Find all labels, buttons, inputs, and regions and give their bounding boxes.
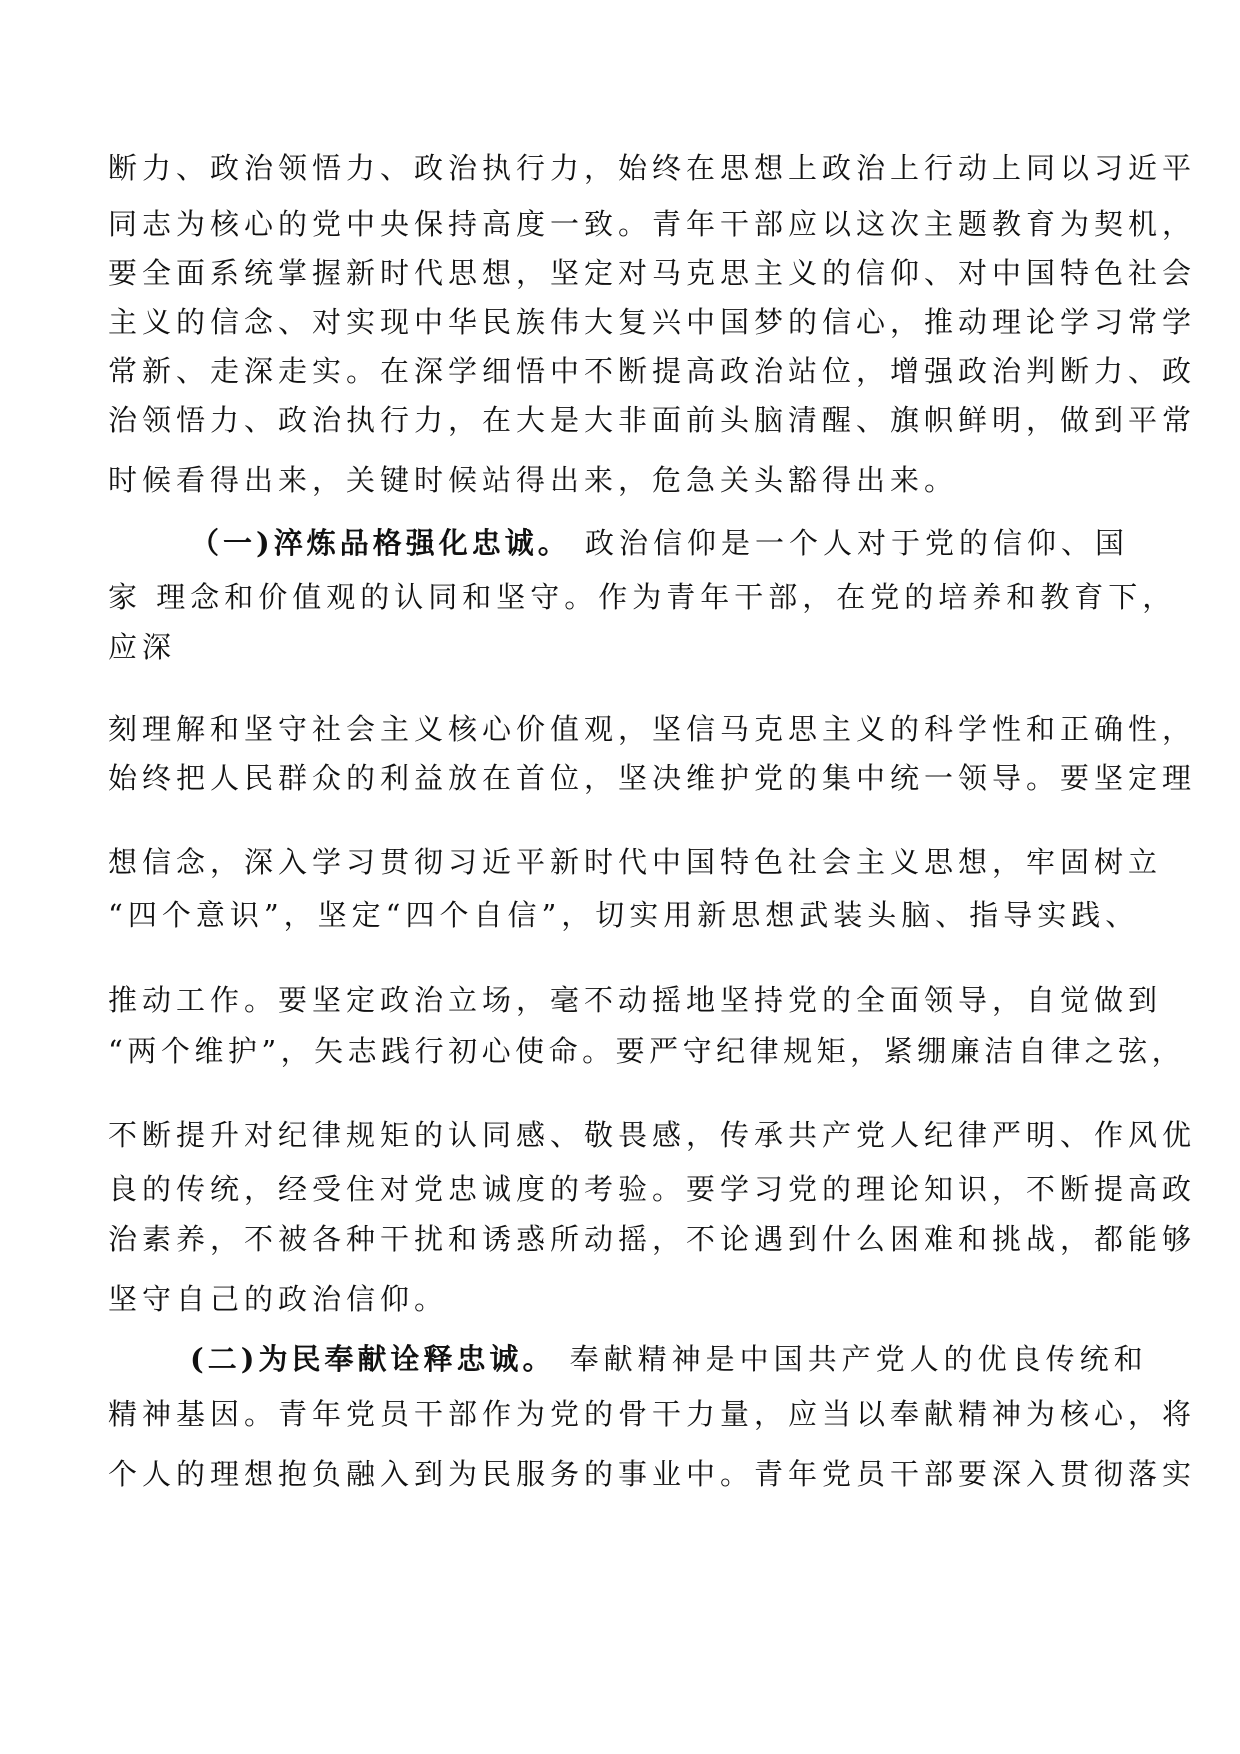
- body-text-line: 应深: [108, 630, 177, 664]
- body-text-line: 同志为核心的党中央保持高度一致。青年干部应以这次主题教育为契机，: [108, 207, 1197, 241]
- body-text-line: 想信念，深入学习贯彻习近平新时代中国特色社会主义思想，牢固树立: [108, 845, 1163, 879]
- body-text-line: 不断提升对纪律规矩的认同感、敬畏感，传承共产党人纪律严明、作风优: [108, 1118, 1197, 1152]
- body-text-line: 刻理解和坚守社会主义核心价值观，坚信马克思主义的科学性和正确性，: [108, 712, 1197, 746]
- body-text-line: 治领悟力、政治执行力，在大是大非面前头脑清醒、旗帜鲜明，做到平常: [108, 403, 1197, 437]
- body-text-line: 精神基因。青年党员干部作为党的骨干力量，应当以奉献精神为核心，将: [108, 1397, 1197, 1431]
- body-text: 政治信仰是一个人对于党的信仰、国: [584, 526, 1129, 560]
- body-text-line: “四个意识”，坚定“四个自信”，切实用新思想武装头脑、指导实践、: [108, 898, 1140, 932]
- body-text-line: 家 理念和价值观的认同和坚守。作为青年干部，在党的培养和教育下，: [108, 580, 1177, 614]
- section-heading: （一)淬炼品格强化忠诚。: [190, 526, 571, 560]
- body-text-line: 个人的理想抱负融入到为民服务的事业中。青年党员干部要深入贯彻落实: [108, 1457, 1197, 1491]
- section-heading-line: [190, 525, 1129, 561]
- body-text-line: 常新、走深走实。在深学细悟中不断提高政治站位，增强政治判断力、政: [108, 354, 1197, 388]
- body-text: 奉献精神是中国共产党人的优良传统和: [569, 1342, 1148, 1376]
- body-text-line: 坚守自己的政治信仰。: [108, 1282, 449, 1316]
- body-text-line: 始终把人民群众的利益放在首位，坚决维护党的集中统一领导。要坚定理: [108, 761, 1197, 795]
- body-text-line: 主义的信念、对实现中华民族伟大复兴中国梦的信心，推动理论学习常学: [108, 305, 1197, 339]
- body-text-line: 治素养，不被各种干扰和诱惑所动摇，不论遇到什么困难和挑战，都能够: [108, 1222, 1197, 1256]
- body-text-line: 推动工作。要坚定政治立场，毫不动摇地坚持党的全面领导，自觉做到: [108, 983, 1163, 1017]
- body-text-line: 良的传统，经受住对党忠诚度的考验。要学习党的理论知识，不断提高政: [108, 1172, 1197, 1206]
- body-text-line: “两个维护”，矢志践行初心使命。要严守纪律规矩，紧绷廉洁自律之弦，: [108, 1034, 1186, 1068]
- section-heading-line: [190, 1341, 1148, 1377]
- body-text-line: 断力、政治领悟力、政治执行力，始终在思想上政治上行动上同以习近平: [108, 151, 1197, 185]
- body-text-line: 时候看得出来，关键时候站得出来，危急关头豁得出来。: [108, 463, 959, 497]
- body-text-line: 要全面系统掌握新时代思想，坚定对马克思主义的信仰、对中国特色社会: [108, 256, 1197, 290]
- section-heading: (二)为民奉献诠释忠诚。: [190, 1342, 556, 1376]
